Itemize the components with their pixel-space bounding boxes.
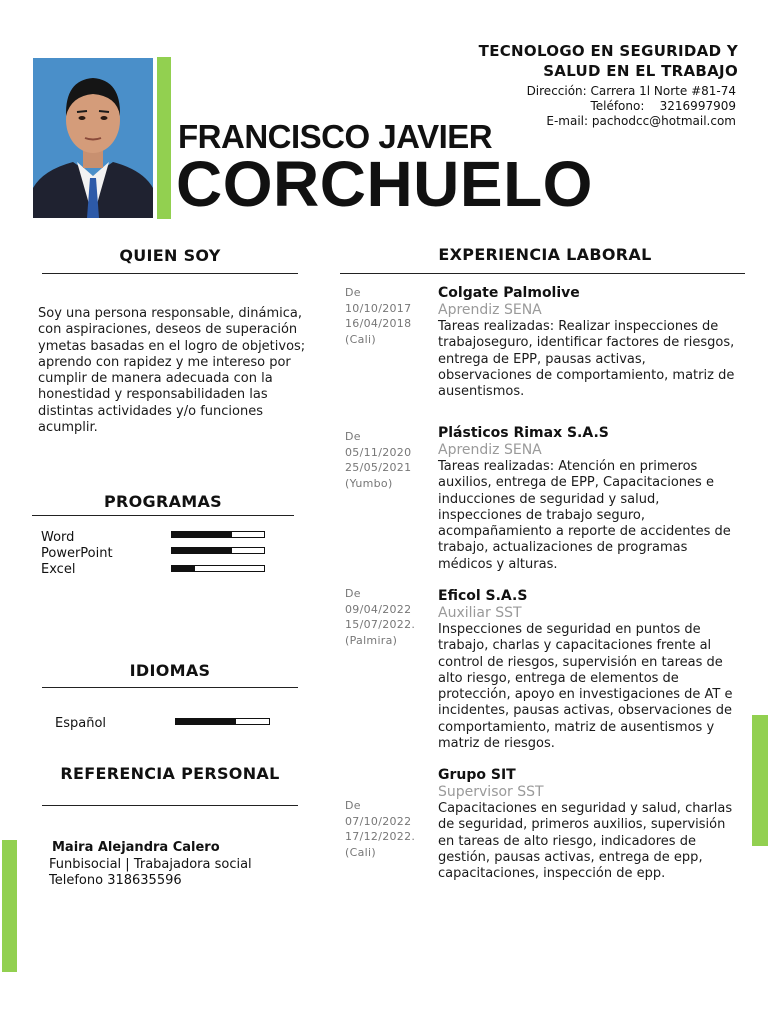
job-entry <box>438 587 743 752</box>
job-end-date: 15/07/2022. <box>345 618 416 631</box>
accent-bar-right <box>752 715 768 846</box>
experience-title: EXPERIENCIA LABORAL <box>438 245 652 264</box>
program-label-excel: Excel <box>41 562 76 577</box>
skill-bar-fill <box>172 548 232 553</box>
contact-block <box>527 84 736 129</box>
skill-bar-fill <box>176 719 236 724</box>
language-label-espanol: Español <box>55 716 107 731</box>
accent-bar-top <box>157 57 171 219</box>
job-start-date: 05/11/2020 <box>345 445 412 459</box>
job-dates <box>345 798 415 860</box>
job-end-date: 16/04/2018 <box>345 317 412 330</box>
first-names: FRANCISCO JAVIER <box>178 118 493 155</box>
job-entry <box>438 766 743 882</box>
job-description: Tareas realizadas: Atención en primeros auxilios, entrega de EPP, Capacitaciones e inducciones de seguridad y salud, inspecciones de trabajo seguro, acompañamiento a reporte de accidentes de trabajo, actualizaciones de programas médicos y alturas. <box>438 459 731 572</box>
reference-divider <box>42 805 298 806</box>
job-role: Supervisor SST <box>438 784 544 800</box>
skill-bar-fill <box>172 532 232 537</box>
job-from-label: De <box>345 430 361 443</box>
job-city: (Cali) <box>345 332 376 346</box>
skill-bar-word <box>171 531 265 538</box>
profile-photo <box>33 58 153 218</box>
job-from-label: De <box>345 799 361 812</box>
accent-bar-left <box>2 840 17 972</box>
job-company: Plásticos Rimax S.A.S <box>438 425 609 441</box>
reference-name: Maira Alejandra Calero <box>52 840 220 855</box>
skill-bar-excel <box>171 565 265 572</box>
job-dates <box>345 285 411 347</box>
job-description: Capacitaciones en seguridad y salud, charlas de seguridad, primeros auxilios, supervisión en tareas de alto riesgo, indicadores de gestión, pausas activas, entrega de epp, capacitaciones, inspección de epp. <box>438 801 733 882</box>
job-from-label: De <box>345 286 361 299</box>
job-from-label: De <box>345 587 361 600</box>
job-entry <box>438 424 743 573</box>
about-divider <box>42 273 298 274</box>
job-dates <box>345 586 415 648</box>
job-company: Colgate Palmolive <box>438 285 580 301</box>
program-label-word: Word <box>41 530 75 545</box>
job-city: (Palmira) <box>345 633 398 647</box>
job-city: (Yumbo) <box>345 476 393 490</box>
email-text: E-mail: pachodcc@hotmail.com <box>546 114 736 128</box>
skill-bar-fill <box>172 566 195 571</box>
job-end-date: 17/12/2022. <box>345 830 416 843</box>
languages-title: IDIOMAS <box>129 661 211 680</box>
job-description: Inspecciones de seguridad en puntos de trabajo, charlas y capacitaciones frente al control de riesgos, supervisión en tareas de alto riesgo, entrega de elementos de protección, apoyo en investigaciones de AT e incidentes, pausas activas, observaciones de comportamiento, matriz de ausentismos y matriz de riesgos. <box>438 622 733 752</box>
skill-bar-powerpoint <box>171 547 265 554</box>
reference-phone: Telefono 318635596 <box>49 873 182 888</box>
job-entry <box>438 284 743 400</box>
profession-line1: TECNOLOGO EN SEGURIDAD Y <box>478 42 738 60</box>
job-description: Tareas realizadas: Realizar inspecciones de trabajoseguro, identificar factores de riesgos, entrega de EPP, pausas activas, observaciones de comportamiento, matriz de ausentismos. <box>438 319 735 400</box>
address-text: Dirección: Carrera 1l Norte #81-74 <box>526 84 736 98</box>
job-city: (Cali) <box>345 845 376 859</box>
programs-title: PROGRAMAS <box>103 492 222 511</box>
program-label-powerpoint: PowerPoint <box>41 546 113 561</box>
about-title: QUIEN SOY <box>119 246 221 265</box>
job-start-date: 09/04/2022 <box>345 602 412 616</box>
job-role: Auxiliar SST <box>438 605 522 621</box>
about-text: Soy una persona responsable, dinámica, con aspiraciones, deseos de superación ymetas basadas en el logro de objetivos; aprendo con rapidez y me intereso por cumplir de manera adecuada con la honestidad y responsabilidaden las distintas actividades y/o funciones acumplir. <box>38 306 306 436</box>
skill-bar-espanol <box>175 718 270 725</box>
job-dates <box>345 429 411 491</box>
reference-org: Funbisocial | Trabajadora social <box>49 856 252 872</box>
reference-title: REFERENCIA PERSONAL <box>60 764 280 783</box>
job-start-date: 07/10/2022 <box>345 814 412 828</box>
profession-title <box>479 41 738 81</box>
reference-block <box>49 840 252 890</box>
programs-divider <box>32 515 294 516</box>
job-company: Grupo SIT <box>438 767 516 783</box>
profession-line2: SALUD EN EL TRABAJO <box>543 62 738 80</box>
phone-text: Teléfono: 3216997909 <box>590 99 736 113</box>
job-company: Eficol S.A.S <box>438 588 528 604</box>
person-portrait-icon <box>33 58 153 218</box>
job-role: Aprendiz SENA <box>438 442 542 458</box>
languages-divider <box>42 687 298 688</box>
job-role: Aprendiz SENA <box>438 302 542 318</box>
last-name: CORCHUELO <box>176 148 593 220</box>
experience-divider <box>340 273 745 274</box>
job-end-date: 25/05/2021 <box>345 461 412 474</box>
job-start-date: 10/10/2017 <box>345 301 412 315</box>
